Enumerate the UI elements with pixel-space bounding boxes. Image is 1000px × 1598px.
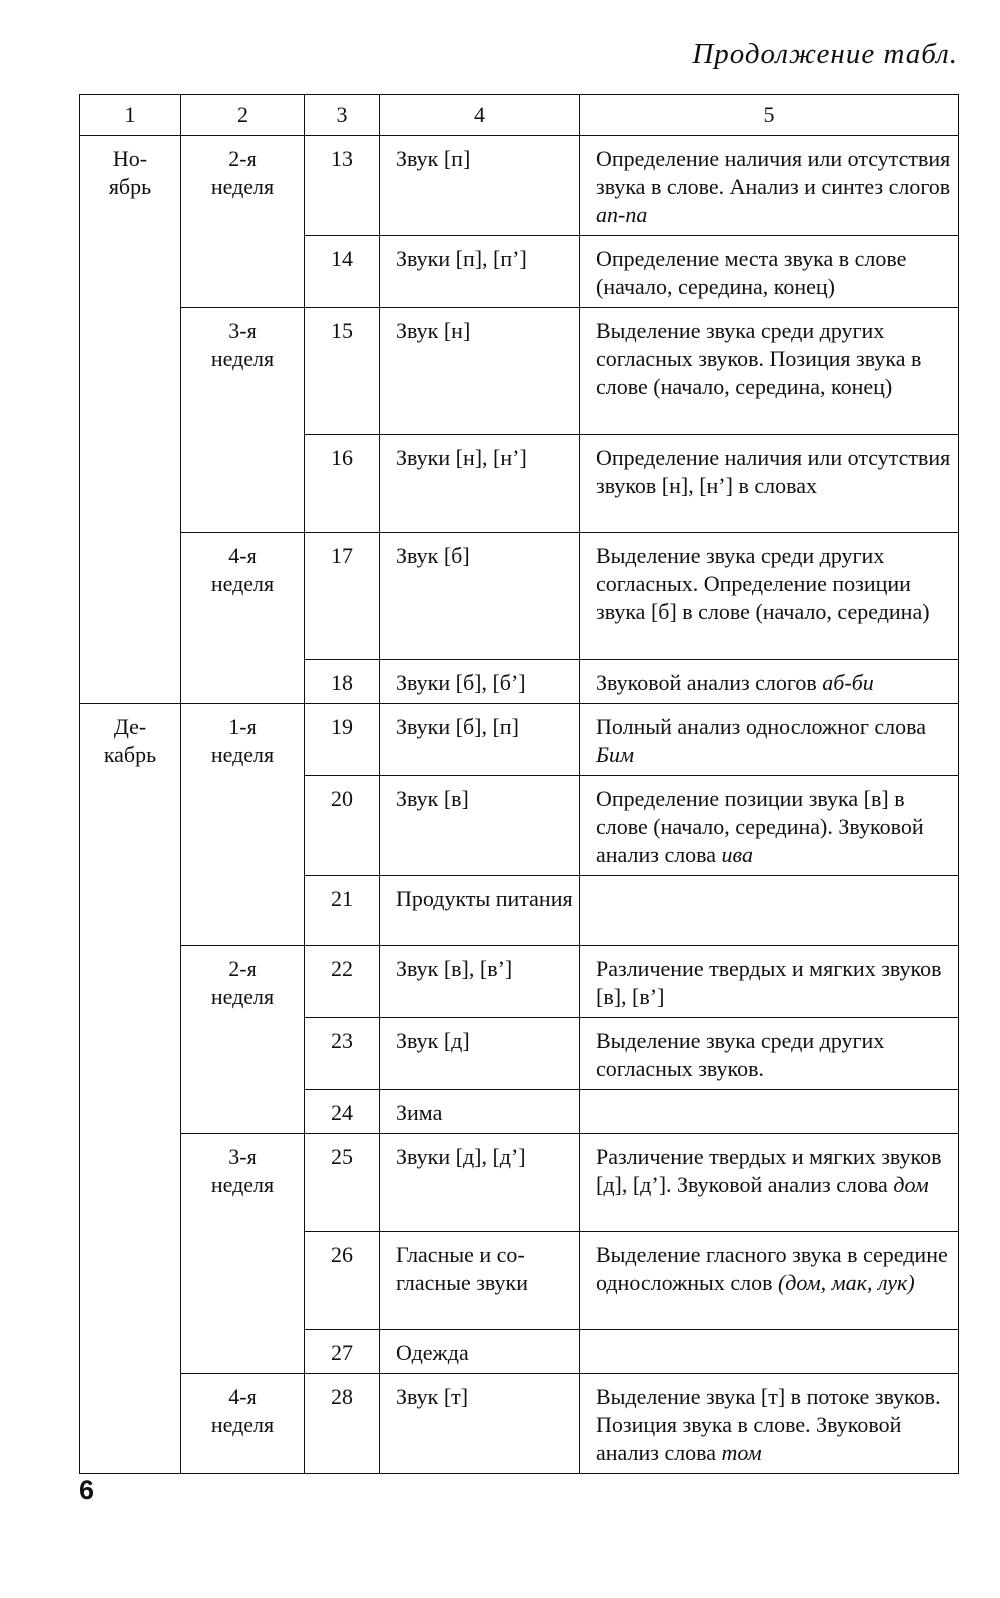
- lesson-number: 23: [305, 1018, 380, 1090]
- lesson-description: Выделение гласного звука в середине односложных слов (дом, мак, лук): [580, 1232, 959, 1330]
- month-cell: Де- кабрь: [80, 704, 181, 1474]
- column-header: 1: [80, 95, 181, 136]
- lesson-topic: Звук [т]: [380, 1374, 580, 1474]
- lesson-topic: Зима: [380, 1090, 580, 1134]
- lesson-number: 24: [305, 1090, 380, 1134]
- lesson-topic: Звук [д]: [380, 1018, 580, 1090]
- column-header: 5: [580, 95, 959, 136]
- lesson-description: Различение твердых и мягких звуков [д], [д’]. Звуковой анализ слова дом: [580, 1134, 959, 1232]
- table-row: [80, 308, 959, 435]
- lesson-number: 26: [305, 1232, 380, 1330]
- lesson-number: 21: [305, 876, 380, 946]
- lesson-number: 18: [305, 660, 380, 704]
- lesson-number: 28: [305, 1374, 380, 1474]
- week-cell: 2-я неделя: [181, 136, 305, 308]
- lesson-number: 16: [305, 435, 380, 533]
- lesson-topic: Звуки [н], [н’]: [380, 435, 580, 533]
- week-cell: 3-я неделя: [181, 308, 305, 533]
- month-cell: Но- ябрь: [80, 136, 181, 704]
- lesson-topic: Звуки [п], [п’]: [380, 236, 580, 308]
- lesson-topic: Звук [п]: [380, 136, 580, 236]
- lesson-description: Выделение звука среди других согласных звуков. Позиция звука в слове (начало, середина, конец): [580, 308, 959, 435]
- week-cell: 1-я неделя: [181, 704, 305, 946]
- lesson-number: 15: [305, 308, 380, 435]
- week-cell: 2-я неделя: [181, 946, 305, 1134]
- lesson-topic: Звук [в], [в’]: [380, 946, 580, 1018]
- lesson-number: 22: [305, 946, 380, 1018]
- table-row: [80, 1374, 959, 1474]
- lesson-plan-table: [79, 94, 959, 1474]
- lesson-description: [580, 1090, 959, 1134]
- week-cell: 4-я неделя: [181, 1374, 305, 1474]
- lesson-description: Выделение звука [т] в потоке звуков. Позиция звука в слове. Звуковой анализ слова том: [580, 1374, 959, 1474]
- lesson-description: Звуковой анализ слогов аб-би: [580, 660, 959, 704]
- lesson-number: 20: [305, 776, 380, 876]
- column-header: 4: [380, 95, 580, 136]
- table-header-row: [80, 95, 959, 136]
- table-row: [80, 704, 959, 776]
- lesson-topic: Звук [б]: [380, 533, 580, 660]
- lesson-topic: Звуки [д], [д’]: [380, 1134, 580, 1232]
- lesson-topic: Одежда: [380, 1330, 580, 1374]
- lesson-number: 25: [305, 1134, 380, 1232]
- lesson-description: Полный анализ односложног слова Бим: [580, 704, 959, 776]
- table-row: [80, 533, 959, 660]
- continuation-title: Продолжение табл.: [692, 38, 958, 70]
- table-row: [80, 1134, 959, 1232]
- lesson-description: [580, 1330, 959, 1374]
- week-cell: 3-я неделя: [181, 1134, 305, 1374]
- lesson-description: Выделение звука среди других согласных. Определение позиции звука [б] в слове (начало, середина): [580, 533, 959, 660]
- lesson-number: 13: [305, 136, 380, 236]
- lesson-topic: Звук [н]: [380, 308, 580, 435]
- lesson-topic: Продукты питания: [380, 876, 580, 946]
- table-row: [80, 136, 959, 236]
- lesson-description: Определение наличия или отсутствия звука в слове. Анализ и синтез слогов ап-па: [580, 136, 959, 236]
- lesson-description: Определение места звука в слове (начало, середина, конец): [580, 236, 959, 308]
- page-number: 6: [79, 1475, 95, 1505]
- lesson-number: 14: [305, 236, 380, 308]
- week-cell: 4-я неделя: [181, 533, 305, 704]
- lesson-number: 19: [305, 704, 380, 776]
- lesson-topic: Звук [в]: [380, 776, 580, 876]
- lesson-description: [580, 876, 959, 946]
- column-header: 2: [181, 95, 305, 136]
- column-header: 3: [305, 95, 380, 136]
- lesson-topic: Звуки [б], [б’]: [380, 660, 580, 704]
- lesson-description: Определение наличия или отсутствия звуков [н], [н’] в словах: [580, 435, 959, 533]
- lesson-number: 17: [305, 533, 380, 660]
- lesson-topic: Звуки [б], [п]: [380, 704, 580, 776]
- lesson-topic: Гласные и согласные звуки: [380, 1232, 580, 1330]
- table-row: [80, 946, 959, 1018]
- lesson-number: 27: [305, 1330, 380, 1374]
- lesson-description: Определение позиции звука [в] в слове (начало, середина). Звуковой анализ слова ива: [580, 776, 959, 876]
- lesson-description: Выделение звука среди других согласных звуков.: [580, 1018, 959, 1090]
- lesson-description: Различение твердых и мягких звуков [в], [в’]: [580, 946, 959, 1018]
